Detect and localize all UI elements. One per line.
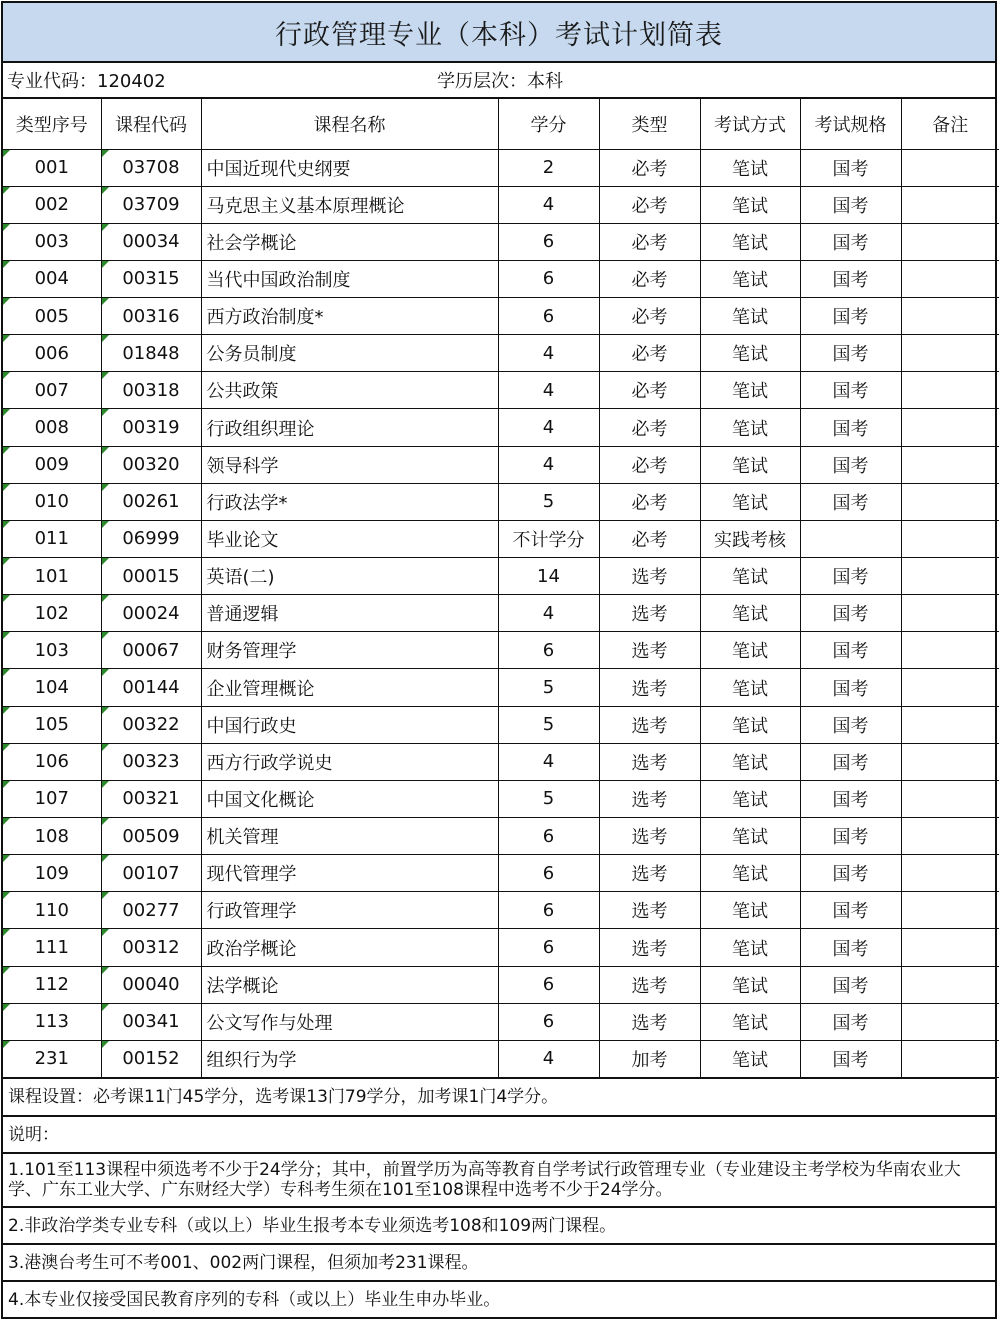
course-name-cell: 行政法学* — [201, 483, 498, 520]
category-cell: 必考 — [599, 223, 700, 260]
exam-method-cell: 笔试 — [700, 558, 800, 595]
exam-method-cell: 笔试 — [700, 632, 800, 669]
table-header-row — [3, 99, 999, 149]
category-cell: 选考 — [599, 595, 700, 632]
exam-method-cell: 笔试 — [700, 483, 800, 520]
credits-cell: 5 — [498, 669, 599, 706]
category-cell: 必考 — [599, 483, 700, 520]
table-row — [3, 818, 999, 855]
course-name-cell: 企业管理概论 — [201, 669, 498, 706]
col-header-category: 类型 — [599, 99, 700, 149]
exam-level-cell: 国考 — [800, 892, 901, 929]
credits-cell: 6 — [498, 632, 599, 669]
course-code-cell: 00277 — [101, 892, 201, 929]
category-cell: 选考 — [599, 706, 700, 743]
exam-level-cell: 国考 — [800, 223, 901, 260]
type-no-cell: 002 — [3, 186, 101, 223]
remarks-cell — [901, 818, 999, 855]
course-code-cell: 00144 — [101, 669, 201, 706]
remarks-cell — [901, 520, 999, 557]
course-name-cell: 现代管理学 — [201, 855, 498, 892]
exam-level-cell: 国考 — [800, 260, 901, 297]
credits-cell: 6 — [498, 929, 599, 966]
type-no-cell: 105 — [3, 706, 101, 743]
type-no-cell: 112 — [3, 966, 101, 1003]
exam-method-cell: 笔试 — [700, 855, 800, 892]
table-row — [3, 1003, 999, 1040]
exam-level-cell: 国考 — [800, 780, 901, 817]
note-item-4: 4.本专业仅接受国民教育序列的专科（或以上）毕业生申办毕业。 — [3, 1280, 995, 1317]
credits-cell: 5 — [498, 706, 599, 743]
remarks-cell — [901, 595, 999, 632]
credits-cell: 6 — [498, 892, 599, 929]
exam-level-cell: 国考 — [800, 855, 901, 892]
exam-method-cell: 笔试 — [700, 223, 800, 260]
course-code-cell: 00318 — [101, 372, 201, 409]
note-item-2: 2.非政治学类专业专科（或以上）毕业生报考本专业须选考108和109两门课程。 — [3, 1206, 995, 1243]
table-row — [3, 149, 999, 186]
exam-method-cell: 笔试 — [700, 780, 800, 817]
course-code-cell: 00316 — [101, 298, 201, 335]
course-name-cell: 中国行政史 — [201, 706, 498, 743]
exam-method-cell: 笔试 — [700, 1003, 800, 1040]
credits-cell: 5 — [498, 780, 599, 817]
remarks-cell — [901, 335, 999, 372]
credits-cell: 4 — [498, 743, 599, 780]
type-no-cell: 109 — [3, 855, 101, 892]
exam-level-cell: 国考 — [800, 595, 901, 632]
course-name-cell: 社会学概论 — [201, 223, 498, 260]
exam-method-cell: 笔试 — [700, 706, 800, 743]
exam-level-cell: 国考 — [800, 446, 901, 483]
course-code-cell: 00024 — [101, 595, 201, 632]
type-no-cell: 001 — [3, 149, 101, 186]
category-cell: 必考 — [599, 372, 700, 409]
course-name-cell: 公文写作与处理 — [201, 1003, 498, 1040]
course-code-cell: 00319 — [101, 409, 201, 446]
type-no-cell: 231 — [3, 1040, 101, 1077]
course-code-cell: 03708 — [101, 149, 201, 186]
col-header-exam-level: 考试规格 — [800, 99, 901, 149]
credits-cell: 4 — [498, 186, 599, 223]
table-row — [3, 372, 999, 409]
table-row — [3, 186, 999, 223]
type-no-cell: 006 — [3, 335, 101, 372]
course-code-cell: 00315 — [101, 260, 201, 297]
col-header-course-code: 课程代码 — [101, 99, 201, 149]
course-name-cell: 行政管理学 — [201, 892, 498, 929]
course-code-cell: 00015 — [101, 558, 201, 595]
remarks-cell — [901, 743, 999, 780]
course-name-cell: 西方政治制度* — [201, 298, 498, 335]
credits-cell: 不计学分 — [498, 520, 599, 557]
remarks-cell — [901, 558, 999, 595]
course-name-cell: 行政组织理论 — [201, 409, 498, 446]
credits-cell: 6 — [498, 260, 599, 297]
exam-plan-sheet — [1, 1, 997, 1319]
type-no-cell: 011 — [3, 520, 101, 557]
education-level: 学历层次：本科 — [437, 71, 563, 92]
table-row — [3, 780, 999, 817]
type-no-cell: 101 — [3, 558, 101, 595]
category-cell: 加考 — [599, 1040, 700, 1077]
category-cell: 必考 — [599, 409, 700, 446]
type-no-cell: 102 — [3, 595, 101, 632]
category-cell: 选考 — [599, 558, 700, 595]
table-row — [3, 706, 999, 743]
category-cell: 选考 — [599, 855, 700, 892]
category-cell: 选考 — [599, 669, 700, 706]
exam-level-cell — [800, 520, 901, 557]
remarks-cell — [901, 298, 999, 335]
exam-level-cell: 国考 — [800, 1003, 901, 1040]
type-no-cell: 110 — [3, 892, 101, 929]
type-no-cell: 009 — [3, 446, 101, 483]
course-table — [3, 99, 999, 1078]
exam-method-cell: 笔试 — [700, 298, 800, 335]
table-row — [3, 298, 999, 335]
exam-level-cell: 国考 — [800, 706, 901, 743]
table-row — [3, 892, 999, 929]
category-cell: 必考 — [599, 186, 700, 223]
major-code: 专业代码：120402 — [7, 71, 166, 92]
exam-level-cell: 国考 — [800, 558, 901, 595]
exam-method-cell: 笔试 — [700, 409, 800, 446]
course-code-cell: 00323 — [101, 743, 201, 780]
remarks-cell — [901, 186, 999, 223]
remarks-cell — [901, 149, 999, 186]
course-name-cell: 马克思主义基本原理概论 — [201, 186, 498, 223]
course-code-cell: 00509 — [101, 818, 201, 855]
notes-heading: 说明： — [3, 1115, 995, 1152]
remarks-cell — [901, 929, 999, 966]
course-code-cell: 00312 — [101, 929, 201, 966]
category-cell: 选考 — [599, 929, 700, 966]
type-no-cell: 108 — [3, 818, 101, 855]
table-row — [3, 223, 999, 260]
type-no-cell: 007 — [3, 372, 101, 409]
exam-level-cell: 国考 — [800, 372, 901, 409]
table-row — [3, 520, 999, 557]
credits-cell: 14 — [498, 558, 599, 595]
exam-method-cell: 笔试 — [700, 818, 800, 855]
exam-method-cell: 实践考核 — [700, 520, 800, 557]
exam-method-cell: 笔试 — [700, 929, 800, 966]
category-cell: 选考 — [599, 1003, 700, 1040]
course-code-cell: 00341 — [101, 1003, 201, 1040]
type-no-cell: 103 — [3, 632, 101, 669]
exam-level-cell: 国考 — [800, 669, 901, 706]
category-cell: 选考 — [599, 632, 700, 669]
course-name-cell: 当代中国政治制度 — [201, 260, 498, 297]
type-no-cell: 005 — [3, 298, 101, 335]
category-cell: 必考 — [599, 520, 700, 557]
course-name-cell: 政治学概论 — [201, 929, 498, 966]
exam-method-cell: 笔试 — [700, 669, 800, 706]
credits-cell: 5 — [498, 483, 599, 520]
type-no-cell: 003 — [3, 223, 101, 260]
credits-cell: 4 — [498, 372, 599, 409]
remarks-cell — [901, 372, 999, 409]
remarks-cell — [901, 223, 999, 260]
exam-level-cell: 国考 — [800, 483, 901, 520]
category-cell: 必考 — [599, 149, 700, 186]
type-no-cell: 106 — [3, 743, 101, 780]
remarks-cell — [901, 1040, 999, 1077]
credits-cell: 6 — [498, 966, 599, 1003]
type-no-cell: 107 — [3, 780, 101, 817]
exam-level-cell: 国考 — [800, 966, 901, 1003]
credits-cell: 4 — [498, 335, 599, 372]
exam-level-cell: 国考 — [800, 186, 901, 223]
exam-level-cell: 国考 — [800, 818, 901, 855]
course-code-cell: 00322 — [101, 706, 201, 743]
course-code-cell: 00034 — [101, 223, 201, 260]
credits-cell: 4 — [498, 1040, 599, 1077]
category-cell: 必考 — [599, 335, 700, 372]
exam-method-cell: 笔试 — [700, 335, 800, 372]
category-cell: 选考 — [599, 780, 700, 817]
credits-cell: 4 — [498, 595, 599, 632]
table-row — [3, 743, 999, 780]
remarks-cell — [901, 706, 999, 743]
credits-cell: 6 — [498, 818, 599, 855]
course-name-cell: 中国近现代史纲要 — [201, 149, 498, 186]
table-row — [3, 1040, 999, 1077]
exam-method-cell: 笔试 — [700, 446, 800, 483]
remarks-cell — [901, 409, 999, 446]
exam-level-cell: 国考 — [800, 149, 901, 186]
course-code-cell: 00261 — [101, 483, 201, 520]
course-code-cell: 00321 — [101, 780, 201, 817]
table-row — [3, 669, 999, 706]
course-code-cell: 06999 — [101, 520, 201, 557]
exam-method-cell: 笔试 — [700, 372, 800, 409]
table-row — [3, 483, 999, 520]
exam-method-cell: 笔试 — [700, 595, 800, 632]
table-row — [3, 335, 999, 372]
exam-method-cell: 笔试 — [700, 149, 800, 186]
table-row — [3, 595, 999, 632]
remarks-cell — [901, 260, 999, 297]
category-cell: 必考 — [599, 260, 700, 297]
category-cell: 必考 — [599, 298, 700, 335]
exam-level-cell: 国考 — [800, 1040, 901, 1077]
table-row — [3, 929, 999, 966]
credits-cell: 2 — [498, 149, 599, 186]
credits-cell: 4 — [498, 446, 599, 483]
credits-cell: 6 — [498, 1003, 599, 1040]
course-code-cell: 00067 — [101, 632, 201, 669]
exam-method-cell: 笔试 — [700, 892, 800, 929]
course-summary: 课程设置：必考课11门45学分，选考课13门79学分，加考课1门4学分。 — [3, 1078, 995, 1115]
exam-method-cell: 笔试 — [700, 743, 800, 780]
remarks-cell — [901, 780, 999, 817]
table-row — [3, 558, 999, 595]
course-name-cell: 法学概论 — [201, 966, 498, 1003]
type-no-cell: 004 — [3, 260, 101, 297]
remarks-cell — [901, 892, 999, 929]
course-code-cell: 00040 — [101, 966, 201, 1003]
col-header-credits: 学分 — [498, 99, 599, 149]
exam-method-cell: 笔试 — [700, 966, 800, 1003]
major-meta-row — [3, 63, 995, 99]
course-code-cell: 03709 — [101, 186, 201, 223]
table-row — [3, 409, 999, 446]
course-name-cell: 机关管理 — [201, 818, 498, 855]
exam-method-cell: 笔试 — [700, 260, 800, 297]
remarks-cell — [901, 855, 999, 892]
remarks-cell — [901, 632, 999, 669]
col-header-type-no: 类型序号 — [3, 99, 101, 149]
course-name-cell: 财务管理学 — [201, 632, 498, 669]
table-row — [3, 855, 999, 892]
remarks-cell — [901, 446, 999, 483]
type-no-cell: 010 — [3, 483, 101, 520]
exam-level-cell: 国考 — [800, 743, 901, 780]
course-name-cell: 普通逻辑 — [201, 595, 498, 632]
category-cell: 选考 — [599, 892, 700, 929]
exam-method-cell: 笔试 — [700, 1040, 800, 1077]
course-code-cell: 00107 — [101, 855, 201, 892]
course-name-cell: 西方行政学说史 — [201, 743, 498, 780]
exam-level-cell: 国考 — [800, 632, 901, 669]
table-row — [3, 966, 999, 1003]
category-cell: 选考 — [599, 966, 700, 1003]
course-name-cell: 英语(二) — [201, 558, 498, 595]
course-name-cell: 领导科学 — [201, 446, 498, 483]
page-title: 行政管理专业（本科）考试计划简表 — [3, 3, 995, 63]
type-no-cell: 113 — [3, 1003, 101, 1040]
course-name-cell: 毕业论文 — [201, 520, 498, 557]
exam-level-cell: 国考 — [800, 409, 901, 446]
exam-level-cell: 国考 — [800, 335, 901, 372]
type-no-cell: 008 — [3, 409, 101, 446]
table-row — [3, 632, 999, 669]
credits-cell: 6 — [498, 298, 599, 335]
note-item-1: 1.101至113课程中须选考不少于24学分；其中，前置学历为高等教育自学考试行政管理专业（专业建设主考学校为华南农业大学、广东工业大学、广东财经大学）专科考生须在101至108课程中选考不少于24学分。 — [3, 1152, 995, 1206]
col-header-course-name: 课程名称 — [201, 99, 498, 149]
course-name-cell: 组织行为学 — [201, 1040, 498, 1077]
remarks-cell — [901, 1003, 999, 1040]
exam-method-cell: 笔试 — [700, 186, 800, 223]
category-cell: 选考 — [599, 743, 700, 780]
credits-cell: 6 — [498, 223, 599, 260]
course-code-cell: 00152 — [101, 1040, 201, 1077]
course-code-cell: 00320 — [101, 446, 201, 483]
course-name-cell: 中国文化概论 — [201, 780, 498, 817]
category-cell: 必考 — [599, 446, 700, 483]
exam-level-cell: 国考 — [800, 929, 901, 966]
col-header-remarks: 备注 — [901, 99, 999, 149]
course-name-cell: 公共政策 — [201, 372, 498, 409]
table-row — [3, 260, 999, 297]
exam-level-cell: 国考 — [800, 298, 901, 335]
note-item-3: 3.港澳台考生可不考001、002两门课程，但须加考231课程。 — [3, 1243, 995, 1280]
credits-cell: 4 — [498, 409, 599, 446]
remarks-cell — [901, 669, 999, 706]
col-header-exam-method: 考试方式 — [700, 99, 800, 149]
credits-cell: 6 — [498, 855, 599, 892]
remarks-cell — [901, 966, 999, 1003]
type-no-cell: 111 — [3, 929, 101, 966]
remarks-cell — [901, 483, 999, 520]
table-row — [3, 446, 999, 483]
type-no-cell: 104 — [3, 669, 101, 706]
category-cell: 选考 — [599, 818, 700, 855]
course-code-cell: 01848 — [101, 335, 201, 372]
course-name-cell: 公务员制度 — [201, 335, 498, 372]
